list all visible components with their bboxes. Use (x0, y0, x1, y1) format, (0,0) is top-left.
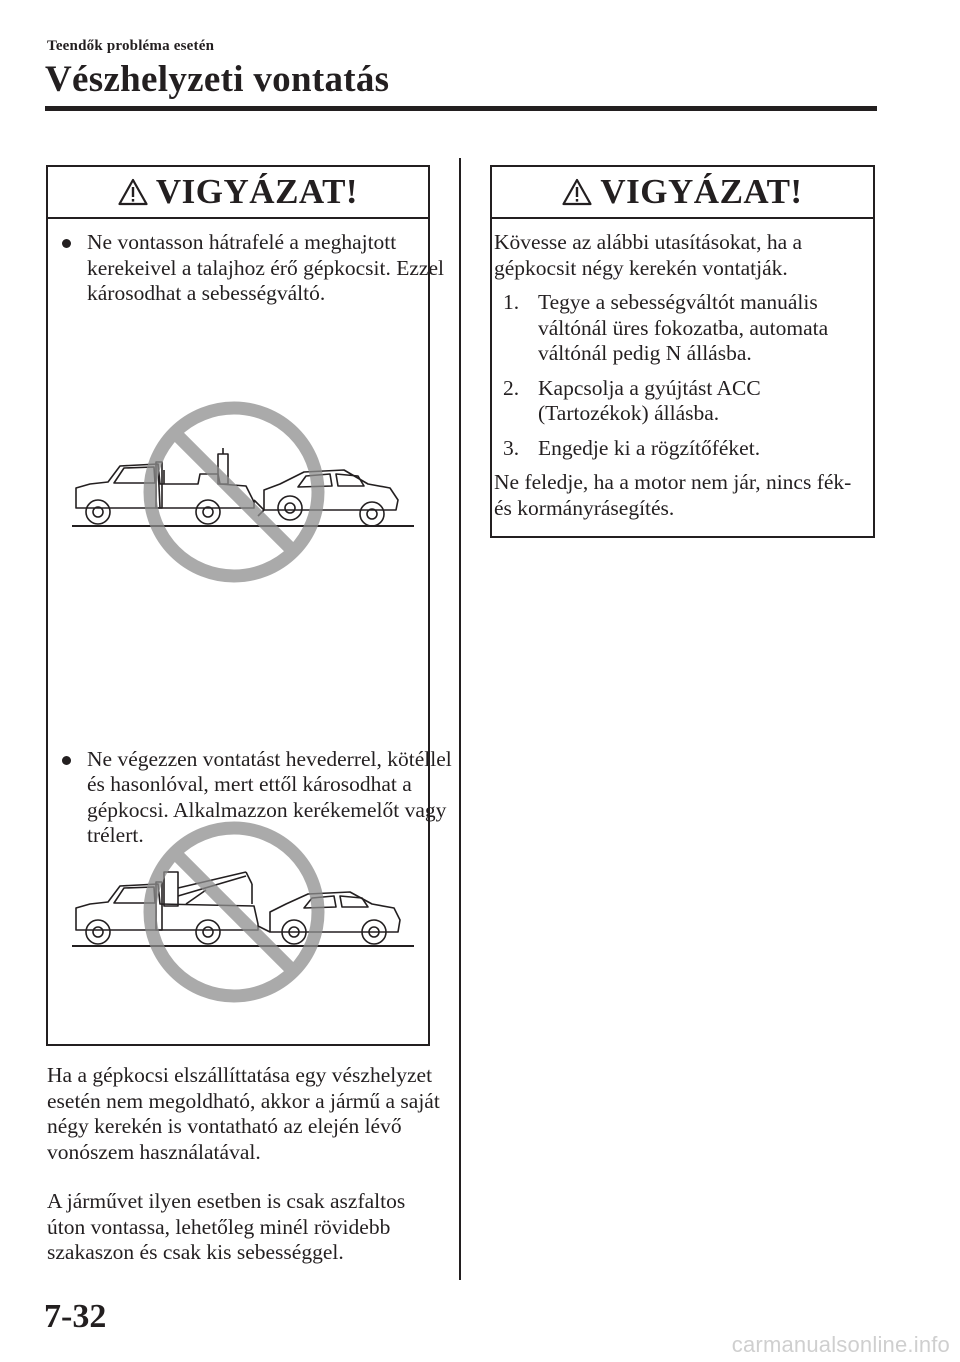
warning-outro: Ne feledje, ha a motor nem jár, nincs fék- és kormányrásegítés. (494, 470, 852, 520)
step-number: 3. (503, 435, 520, 460)
warning-header (48, 167, 428, 219)
warning-intro: Kövesse az alábbi utasításokat, ha a gépkocsit négy kerekén vontatják. (494, 230, 803, 280)
body-paragraph: A járművet ilyen esetben is csak aszfaltos úton vontassa, lehetőleg minél rövidebb szakaszon és csak kis sebességgel. (47, 1189, 406, 1264)
step-item (494, 376, 864, 427)
warning-triangle-icon (562, 178, 592, 206)
page-title: Vészhelyzeti vontatás (45, 59, 390, 100)
warning-triangle-icon (118, 178, 148, 206)
bullet-text: Ne vontasson hátrafelé a meghajtott kerekeivel a talajhoz érő gépkocsit. Ezzel károsodhat a sebességváltó. (87, 230, 444, 305)
watermark: carmanualsonline.info (731, 1332, 950, 1357)
bullet-dot (62, 756, 71, 765)
step-text: Kapcsolja a gyújtást ACC (Tartozékok) állásba. (538, 375, 761, 425)
bullet-dot (62, 239, 71, 248)
warning-heading: VIGYÁZAT! (155, 172, 359, 211)
title-rule (45, 106, 877, 111)
step-item (494, 290, 864, 367)
step-item (494, 436, 864, 462)
warning-heading: VIGYÁZAT! (600, 172, 803, 211)
body-paragraph: Ha a gépkocsi elszállíttatása egy vészhelyzet esetén nem megoldható, akkor a jármű a saját négy kerekén is vontatható az elején lévő vonószem használatával. (47, 1063, 440, 1164)
warning-content (494, 230, 864, 521)
step-number: 2. (503, 375, 520, 400)
step-text: Engedje ki a rögzítőféket. (538, 435, 761, 460)
prohibited-towing-illustration (68, 812, 418, 1012)
step-text: Tegye a sebességváltót manuális váltónál üres fokozatba, automata váltónál pedig N állásba. (538, 290, 829, 365)
column-divider (459, 158, 461, 1280)
bullet-text: Ne végezzen vontatást hevederrel, kötéllel és hasonlóval, mert ettől károsodhat a gépkocsi. Alkalmazzon kerékemelőt vagy trélert. (87, 746, 452, 847)
prohibited-towing-illustration (68, 392, 418, 592)
step-number: 1. (503, 290, 520, 314)
warning-header (492, 167, 873, 219)
breadcrumb: Teendők probléma esetén (47, 38, 215, 54)
warning-bullet (50, 230, 457, 307)
page-number: 7-32 (44, 1298, 107, 1335)
